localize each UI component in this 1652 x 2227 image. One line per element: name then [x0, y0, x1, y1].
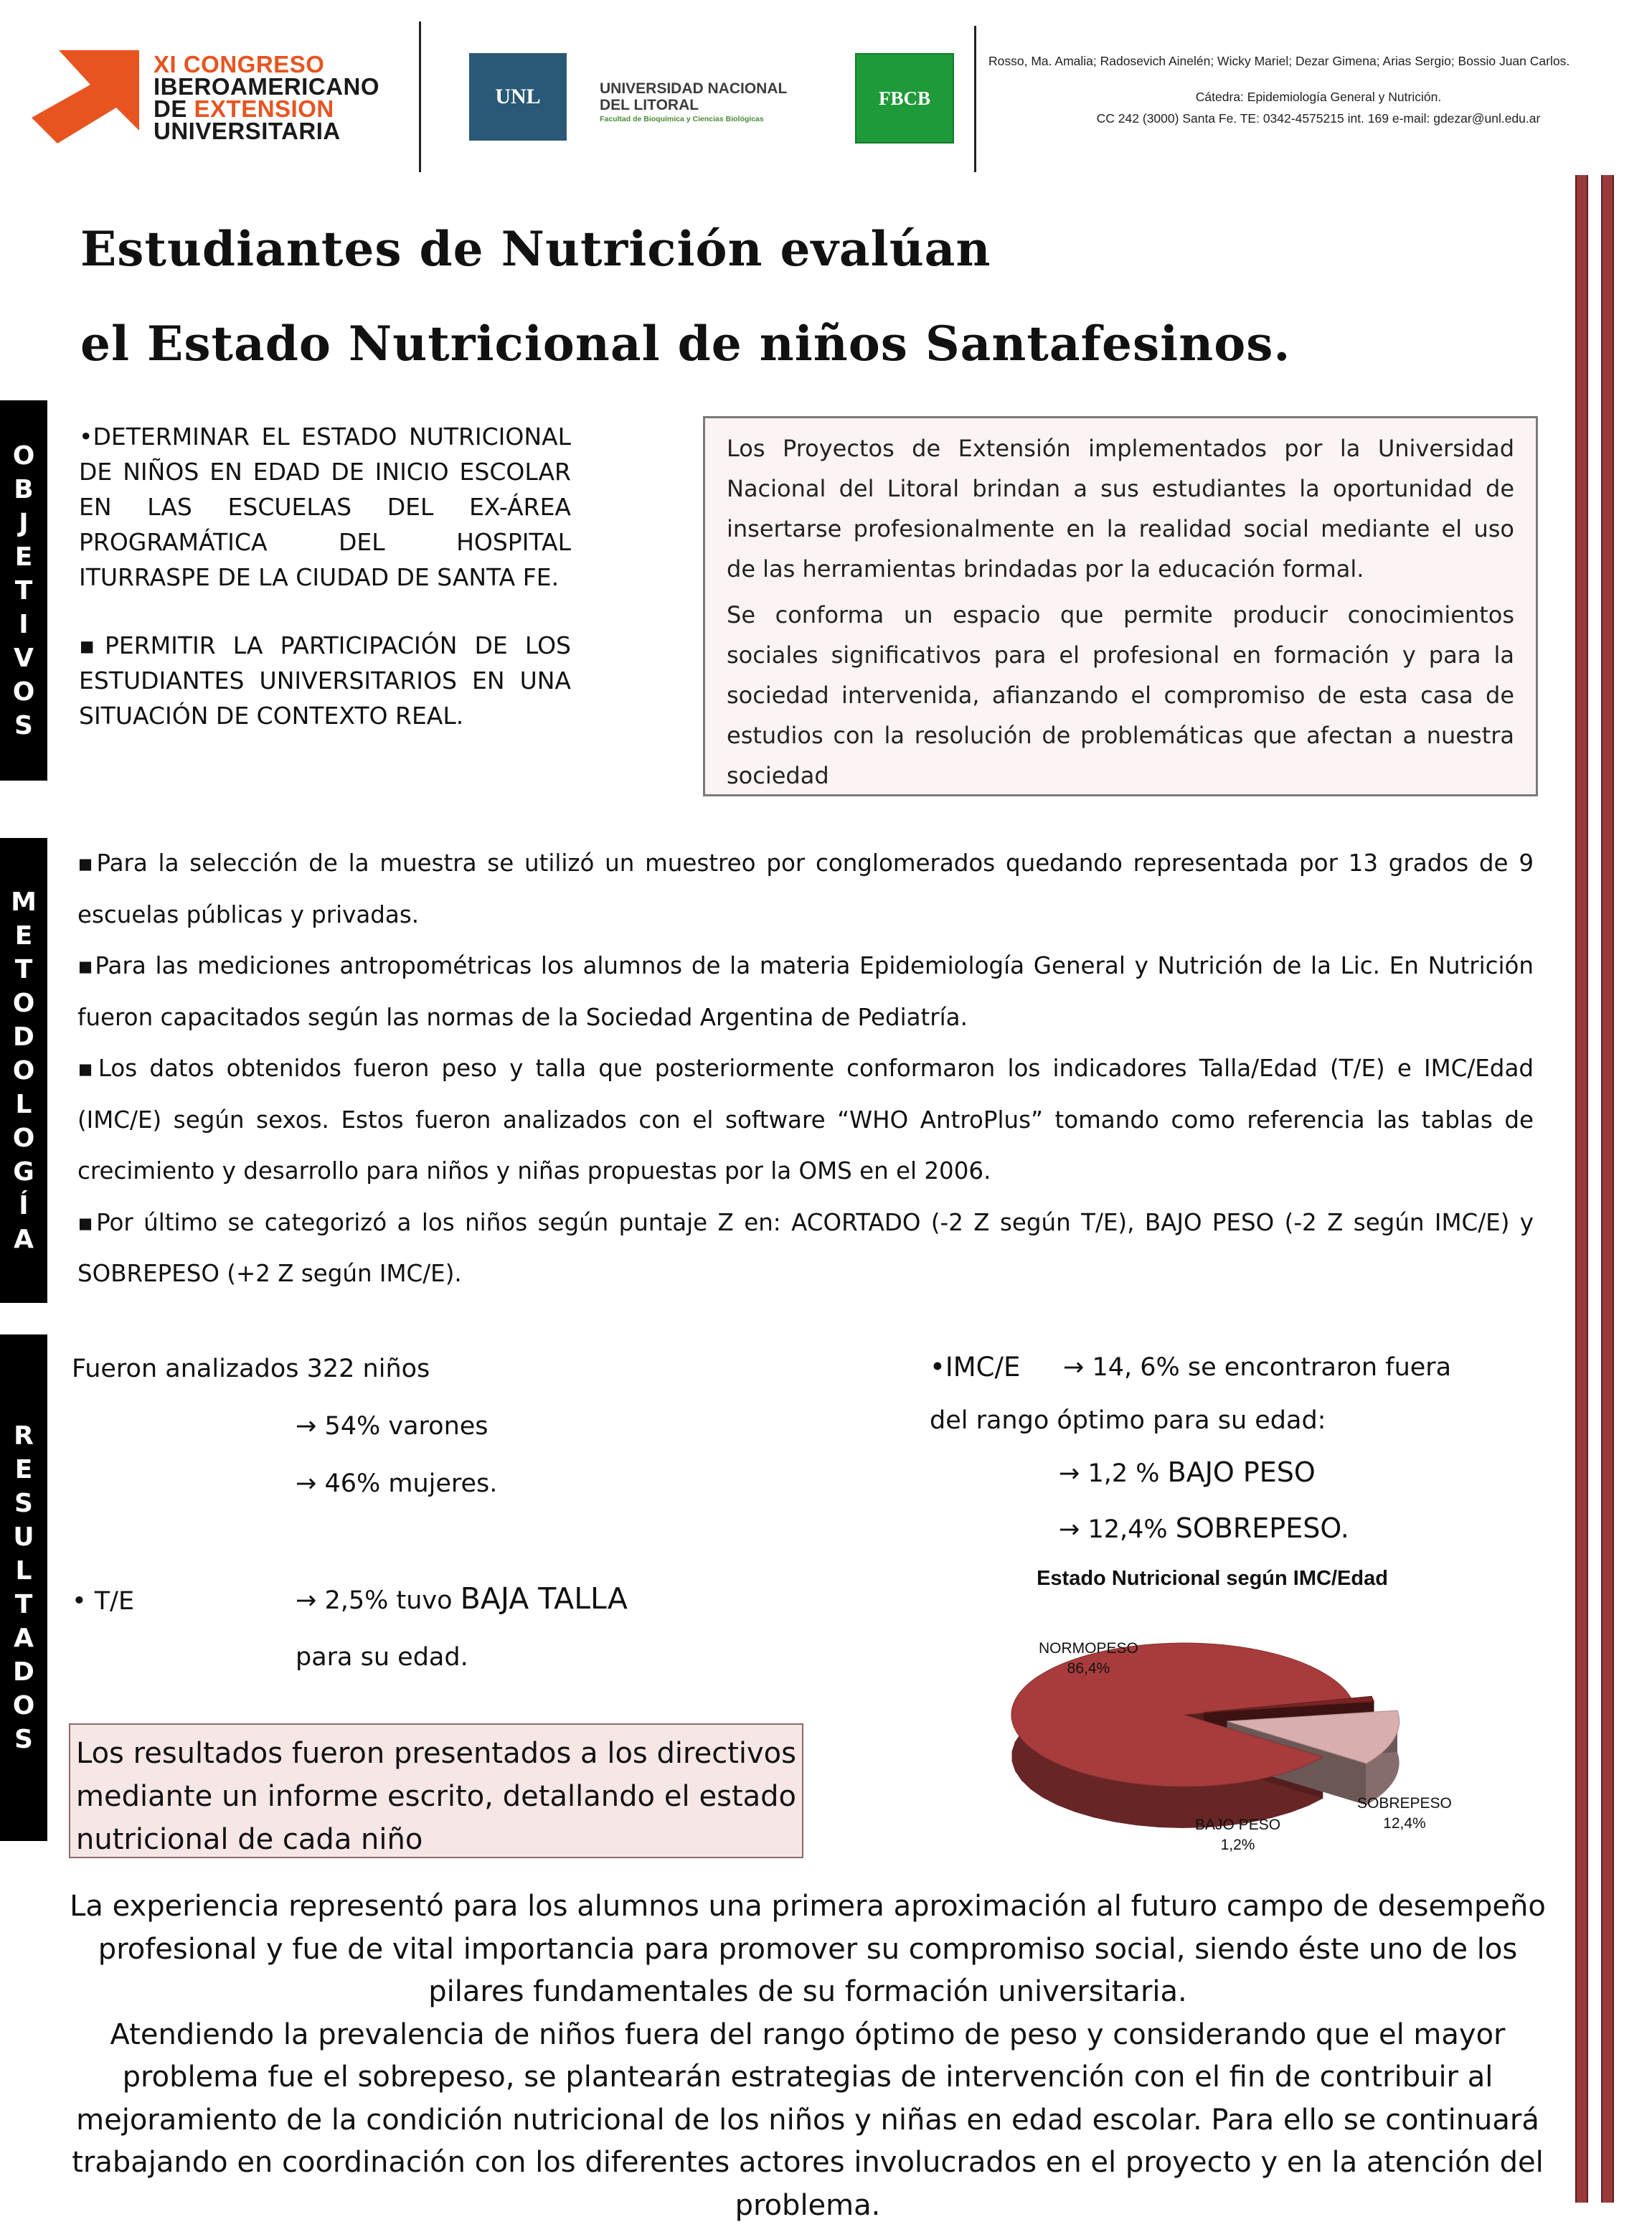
results-te-tail: para su edad.: [296, 1643, 468, 1672]
unl-logo: UNL: [469, 53, 567, 141]
contact: CC 242 (3000) Santa Fe. TE: 0342-4575215 int. 169 e-mail: gdezar@unl.edu.ar: [988, 108, 1648, 129]
label-sobrepeso: [1357, 1794, 1452, 1834]
results-imc-tail: del rango óptimo para su edad:: [930, 1406, 1326, 1435]
catedra: Cátedra: Epidemiología General y Nutrición.: [988, 86, 1648, 108]
label-bajo-peso: [1195, 1815, 1280, 1855]
header-divider-2: [974, 26, 976, 172]
methodology-item-4: ▪Por último se categorizó a los niños según puntaje Z en: ACORTADO (-2 Z según T/E), BAJO PESO (-2 Z según IMC/E) y SOBREPESO (+2 Z según IMC/E).: [77, 1197, 1534, 1300]
results-te-value: → 2,5% tuvo: [296, 1586, 461, 1615]
intro-paragraph-2: Se conforma un espacio que permite producir conocimientos sociales significativos para el profesional en formación y para la sociedad intervenida, afianzando el compromiso de esta casa de estudios con la resolución de problemáticas que afectan a nuestra sociedad: [727, 595, 1514, 796]
tab-metodologia: [0, 838, 47, 1303]
methodology-item-2: ▪Para las mediciones antropométricas los alumnos de la materia Epidemiología General y Nutrición de la Lic. En Nutrición fueron capacitados según las normas de la Sociedad Argentina de Pediatría.: [77, 941, 1534, 1043]
tab-objetivos-letter-4: T: [15, 574, 33, 608]
conclusion-paragraph-2: Atendiendo la prevalencia de niños fuera del rango óptimo de peso y considerando que el mayor problema fue el sobrepeso, se plantearán estrategias de intervención con el fin de contribuir al mejoramiento de la condición nutricional de los niños y niñas en edad escolar. Para ello se continuará trabajando en coordinación con los diferentes actores involucrados en el proyecto y en la atención del problema.: [69, 2014, 1547, 2227]
page-title-line-1: Estudiantes de Nutrición evalúan: [80, 221, 991, 277]
tab-resultados-letter-9: S: [14, 1723, 33, 1756]
tab-resultados-letter-3: U: [13, 1520, 34, 1554]
intro-paragraph-1: Los Proyectos de Extensión implementados por la Universidad Nacional del Litoral brindan a sus estudiantes la oportunidad de insertarse profesionalmente en la realidad social mediante el uso de las herramientas brindadas por la educación formal.: [727, 428, 1514, 589]
results-mujeres: → 46% mujeres.: [296, 1469, 497, 1498]
objective-1: •DETERMINAR EL ESTADO NUTRICIONAL DE NIÑOS EN EDAD DE INICIO ESCOLAR EN LAS ESCUELAS DEL EX-ÁREA PROGRAMÁTICA DEL HOSPITAL ITURRASPE DE LA CIUDAD DE SANTA FE.: [79, 419, 571, 595]
conclusion: [69, 1885, 1547, 2227]
results-imc-value: → 14, 6% se encontraron fuera: [1063, 1353, 1451, 1382]
congress-line-2: IBEROAMERICANO: [154, 75, 379, 98]
tab-metodologia-letter-5: O: [13, 1054, 35, 1088]
congress-line-4: UNIVERSITARIA: [154, 120, 379, 142]
results-sobre-pct: → 12,4%: [1059, 1515, 1176, 1544]
tab-resultados-letter-4: L: [16, 1554, 32, 1588]
tab-objetivos-letter-3: E: [15, 540, 33, 574]
label-bajo-peso-value: 1,2%: [1195, 1835, 1280, 1855]
authors-block: [988, 50, 1648, 129]
label-bajo-peso-name: BAJO PESO: [1195, 1815, 1280, 1835]
tab-resultados-letter-1: E: [15, 1453, 33, 1487]
page-title-line-2: el Estado Nutricional de niños Santafesinos.: [80, 316, 1290, 372]
tab-objetivos-letter-6: V: [14, 641, 34, 675]
results-informe-box: Los resultados fueron presentados a los directivos mediante un informe escrito, detallando el estado nutricional de cada niño: [69, 1723, 803, 1858]
decor-bar-right: [1601, 175, 1614, 2203]
authors: Rosso, Ma. Amalia; Radosevich Ainelén; Wicky Mariel; Dezar Gimena; Arias Sergio; Bossio Juan Carlos.: [988, 50, 1648, 72]
results-bajo-peso: [1059, 1456, 1316, 1488]
tab-objetivos-letter-0: O: [13, 439, 35, 473]
results-varones: → 54% varones: [296, 1412, 488, 1441]
congress-line-3a: DE: [154, 95, 194, 122]
tab-metodologia-letter-9: Í: [19, 1189, 28, 1223]
tab-metodologia-letter-3: O: [13, 987, 35, 1020]
results-sobre-big: SOBREPESO.: [1176, 1512, 1349, 1544]
tab-metodologia-letter-0: M: [11, 885, 37, 919]
tab-metodologia-letter-6: L: [16, 1088, 32, 1121]
results-te-big: BAJA TALLA: [461, 1581, 628, 1616]
unl-faculty: Facultad de Bioquímica y Ciencias Biológicas: [600, 113, 787, 125]
congress-line-1: XI CONGRESO: [154, 53, 379, 75]
results-bajo-pct: → 1,2 %: [1059, 1459, 1168, 1488]
label-normopeso: [1039, 1639, 1138, 1679]
tab-resultados-letter-7: D: [13, 1655, 34, 1689]
tab-objetivos-letter-5: I: [19, 608, 28, 641]
label-sobrepeso-value: 12,4%: [1357, 1814, 1452, 1834]
results-bajo-big: BAJO PESO: [1168, 1456, 1316, 1488]
results-te-label: • T/E: [72, 1587, 134, 1616]
tab-resultados-letter-5: T: [15, 1588, 33, 1621]
tab-resultados-letter-6: A: [14, 1621, 34, 1655]
congress-line-3b: EXTENSION: [194, 95, 334, 122]
methodology-item-3: ▪Los datos obtenidos fueron peso y talla que posteriormente conformaron los indicadores Talla/Edad (T/E) e IMC/Edad (IMC/E) según sexos. Estos fueron analizados con el software “WHO AntroPlus” tomando como referencia las tablas de crecimiento y desarrollo para niños y niñas propuestas por la OMS en el 2006.: [77, 1043, 1534, 1197]
objective-2: ▪PERMITIR LA PARTICIPACIÓN DE LOS ESTUDIANTES UNIVERSITARIOS EN UNA SITUACIÓN DE CONTEXTO REAL.: [79, 628, 571, 733]
tab-objetivos-letter-1: B: [14, 473, 33, 507]
unl-name-line-2: DEL LITORAL: [600, 97, 787, 113]
fbcb-logo: FBCB: [855, 53, 954, 143]
unl-name-line-1: UNIVERSIDAD NACIONAL: [600, 80, 787, 97]
tab-metodologia-letter-2: T: [15, 953, 33, 987]
congress-arrow-logo: [32, 50, 139, 143]
tab-resultados-letter-0: R: [14, 1419, 34, 1453]
conclusion-paragraph-1: La experiencia representó para los alumnos una primera aproximación al futuro campo de desempeño profesional y fue de vital importancia para promover su compromiso social, siendo éste uno de los pilares fundamentales de su formación universitaria.: [69, 1885, 1547, 2014]
results-imc-label: •IMC/E: [930, 1352, 1020, 1383]
tab-metodologia-letter-4: D: [13, 1020, 34, 1054]
tab-metodologia-letter-8: G: [13, 1155, 34, 1189]
tab-metodologia-letter-10: A: [14, 1223, 34, 1256]
results-te: [296, 1581, 628, 1616]
tab-objetivos: [0, 400, 47, 781]
tab-resultados: [0, 1334, 47, 1841]
results-analizados: Fueron analizados 322 niños: [72, 1355, 430, 1383]
tab-metodologia-letter-1: E: [15, 919, 33, 953]
objectives: [79, 419, 571, 766]
tab-objetivos-letter-2: J: [19, 507, 28, 540]
decor-bar-left: [1575, 175, 1588, 2203]
intro-box: [703, 416, 1538, 796]
unl-name: [600, 80, 787, 125]
tab-metodologia-letter-7: O: [13, 1121, 35, 1155]
label-normopeso-value: 86,4%: [1039, 1659, 1138, 1679]
methodology-item-1: ▪Para la selección de la muestra se utilizó un muestreo por conglomerados quedando representada por 13 grados de 9 escuelas públicas y privadas.: [77, 838, 1534, 941]
label-sobrepeso-name: SOBREPESO: [1357, 1794, 1452, 1814]
tab-objetivos-letter-7: O: [13, 675, 35, 709]
congress-logo-text: [154, 53, 379, 142]
tab-resultados-letter-2: S: [14, 1487, 33, 1520]
methodology: [77, 838, 1534, 1300]
tab-objetivos-letter-8: S: [14, 709, 33, 743]
tab-resultados-letter-8: O: [13, 1689, 35, 1723]
chart-title: Estado Nutricional según IMC/Edad: [1011, 1567, 1413, 1591]
results-sobrepeso: [1059, 1512, 1349, 1544]
header-divider-1: [419, 22, 421, 172]
label-normopeso-name: NORMOPESO: [1039, 1639, 1138, 1659]
